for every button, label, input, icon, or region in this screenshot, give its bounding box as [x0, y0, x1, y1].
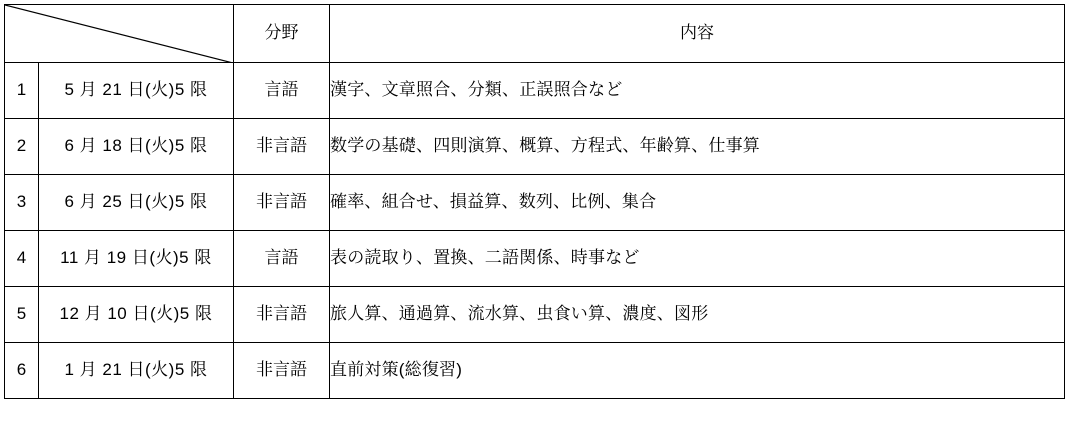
- row-number: 6: [5, 343, 39, 399]
- table-header-row: [5, 5, 1065, 63]
- row-content: 漢字、文章照合、分類、正誤照合など: [330, 63, 1065, 119]
- document-sheet: [0, 4, 1065, 427]
- row-number: 2: [5, 119, 39, 175]
- row-number: 5: [5, 287, 39, 343]
- row-content: 旅人算、通過算、流水算、虫食い算、濃度、図形: [330, 287, 1065, 343]
- row-field: 非言語: [234, 119, 330, 175]
- row-field: 言語: [234, 231, 330, 287]
- row-content: 確率、組合せ、損益算、数列、比例、集合: [330, 175, 1065, 231]
- row-date: 11 月 19 日(火)5 限: [39, 231, 234, 287]
- header-field: 分野: [234, 5, 330, 63]
- row-field: 非言語: [234, 175, 330, 231]
- row-content: 表の読取り、置換、二語関係、時事など: [330, 231, 1065, 287]
- row-date: 6 月 18 日(火)5 限: [39, 119, 234, 175]
- header-corner-cell: [5, 5, 234, 63]
- table-row: [5, 119, 1065, 175]
- table-row: [5, 175, 1065, 231]
- diagonal-divider-icon: [5, 5, 233, 63]
- schedule-table: [4, 4, 1065, 399]
- header-content: 内容: [330, 5, 1065, 63]
- table-row: [5, 231, 1065, 287]
- row-content: 数学の基礎、四則演算、概算、方程式、年齢算、仕事算: [330, 119, 1065, 175]
- table-row: [5, 343, 1065, 399]
- row-content: 直前対策(総復習): [330, 343, 1065, 399]
- table-row: [5, 287, 1065, 343]
- row-field: 非言語: [234, 343, 330, 399]
- row-date: 1 月 21 日(火)5 限: [39, 343, 234, 399]
- row-date: 12 月 10 日(火)5 限: [39, 287, 234, 343]
- row-number: 1: [5, 63, 39, 119]
- row-field: 非言語: [234, 287, 330, 343]
- row-number: 3: [5, 175, 39, 231]
- row-date: 5 月 21 日(火)5 限: [39, 63, 234, 119]
- table-row: [5, 63, 1065, 119]
- row-number: 4: [5, 231, 39, 287]
- row-field: 言語: [234, 63, 330, 119]
- row-date: 6 月 25 日(火)5 限: [39, 175, 234, 231]
